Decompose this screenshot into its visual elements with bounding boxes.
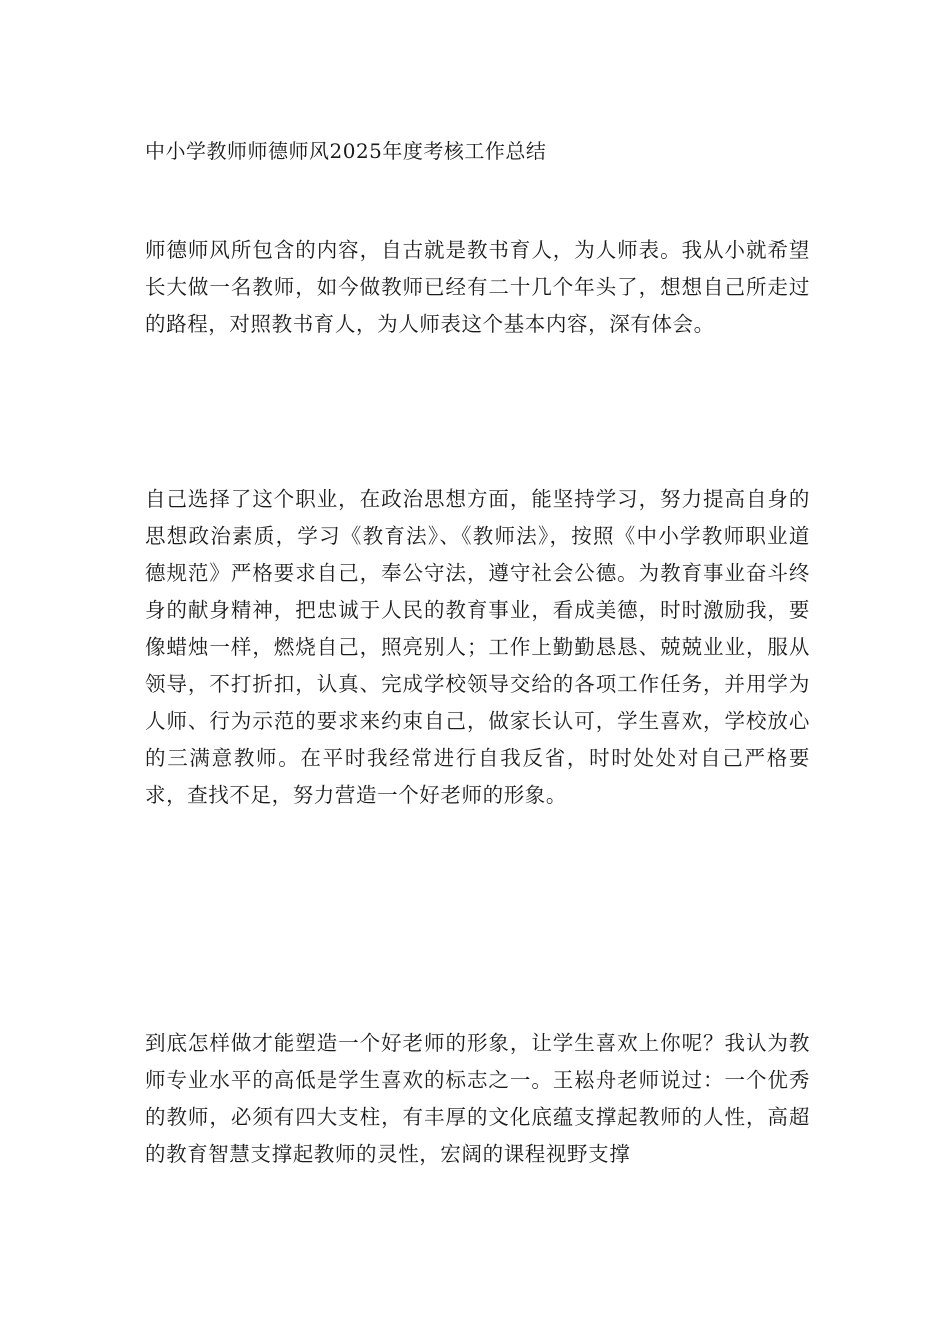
paragraph-3: 到底怎样做才能塑造一个好老师的形象，让学生喜欢上你呢？我认为教师专业水平的高低是学生喜欢的标志之一。王崧舟老师说过：一个优秀的教师，必须有四大支柱，有丰厚的文化底蕴支撑起教师的人性，高超的教育智慧支撑起教师的灵性，宏阔的课程视野支撑 (145, 1031, 810, 1166)
paragraph-1: 师德师风所包含的内容，自古就是教书育人，为人师表。我从小就希望长大做一名教师，如今做教师已经有二十几个年头了，想想自己所走过的路程，对照教书育人，为人师表这个基本内容，深有体会。 (145, 238, 810, 336)
document-title: 中小学教师师德师风2025年度考核工作总结 (145, 139, 547, 163)
paragraph-2: 自己选择了这个职业，在政治思想方面，能坚持学习，努力提高自身的思想政治素质，学习《教育法》、《教师法》，按照《中小学教师职业道德规范》严格要求自己，奉公守法，遵守社会公德。为教育事业奋斗终身的献身精神，把忠诚于人民的教育事业，看成美德，时时激励我，要像蜡烛一样，燃烧自己，照亮别人；工作上勤勤恳恳、兢兢业业，服从领导，不打折扣，认真、完成学校领导交给的各项工作任务，并用学为人师、行为示范的要求来约束自己，做家长认可，学生喜欢，学校放心的三满意教师。在平时我经常进行自我反省，时时处处对自己严格要求，查找不足，努力营造一个好老师的形象。 (145, 487, 810, 807)
